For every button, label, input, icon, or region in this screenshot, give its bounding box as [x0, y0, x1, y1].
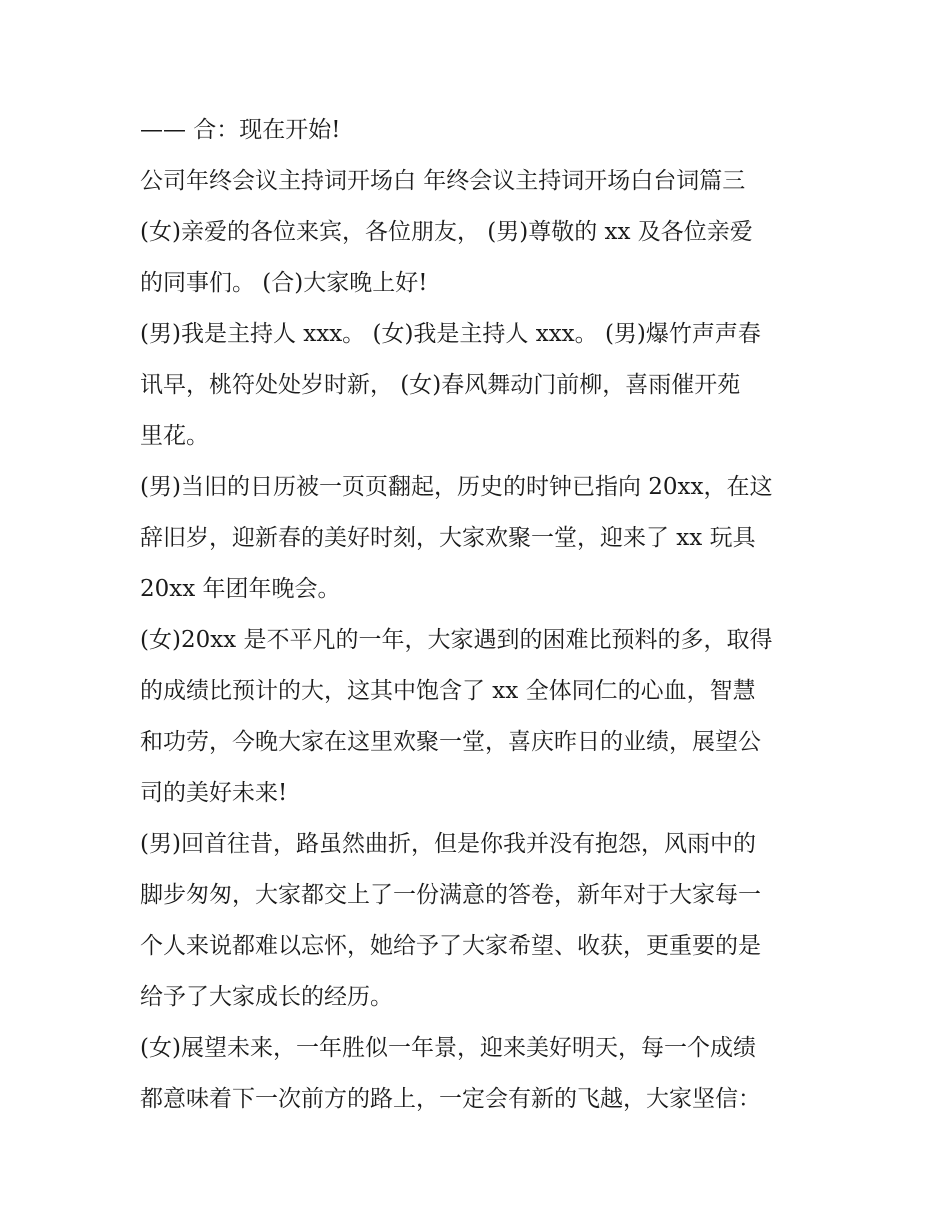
text-line: (男)我是主持人 xxx。 (女)我是主持人 xxx。 (男)爆竹声声春	[140, 321, 761, 347]
text-line: 辞旧岁，迎新春的美好时刻，大家欢聚一堂，迎来了 xx 玩具	[140, 525, 756, 551]
text-line: 里花。	[140, 423, 209, 449]
text-line: 都意味着下一次前方的路上，一定会有新的飞越，大家坚信：	[140, 1086, 761, 1112]
text-line: 的成绩比预计的大，这其中饱含了 xx 全体同仁的心血，智慧	[140, 678, 756, 704]
text-line: 的同事们。 (合)大家晚上好!	[140, 270, 428, 296]
text-line: 给予了大家成长的经历。	[140, 984, 393, 1010]
text-line: 20xx 年团年晚会。	[140, 576, 341, 602]
text-line: 个人来说都难以忘怀，她给予了大家希望、收获，更重要的是	[140, 933, 761, 959]
text-line: (男)当旧的日历被一页页翻起，历史的时钟已指向 20xx，在这	[140, 474, 773, 500]
text-line: 公司年终会议主持词开场白 年终会议主持词开场白台词篇三	[140, 168, 746, 194]
text-line: (女)亲爱的各位来宾，各位朋友， (男)尊敬的 xx 及各位亲爱	[140, 219, 753, 245]
text-line: 讯早，桃符处处岁时新， (女)春风舞动门前柳，喜雨催开苑	[140, 372, 741, 398]
text-line: 和功劳，今晚大家在这里欢聚一堂，喜庆昨日的业绩，展望公	[140, 729, 761, 755]
text-line: (女)展望未来，一年胜似一年景，迎来美好明天，每一个成绩	[140, 1035, 756, 1061]
text-line: 脚步匆匆，大家都交上了一份满意的答卷，新年对于大家每一	[140, 882, 761, 908]
text-line: —— 合：现在开始!	[140, 117, 341, 143]
text-line: (女)20xx 是不平凡的一年，大家遇到的困难比预料的多，取得	[140, 627, 773, 653]
text-line: 司的美好未来!	[140, 780, 288, 806]
document-body	[140, 105, 820, 1125]
text-line: (男)回首往昔，路虽然曲折，但是你我并没有抱怨，风雨中的	[140, 831, 756, 857]
